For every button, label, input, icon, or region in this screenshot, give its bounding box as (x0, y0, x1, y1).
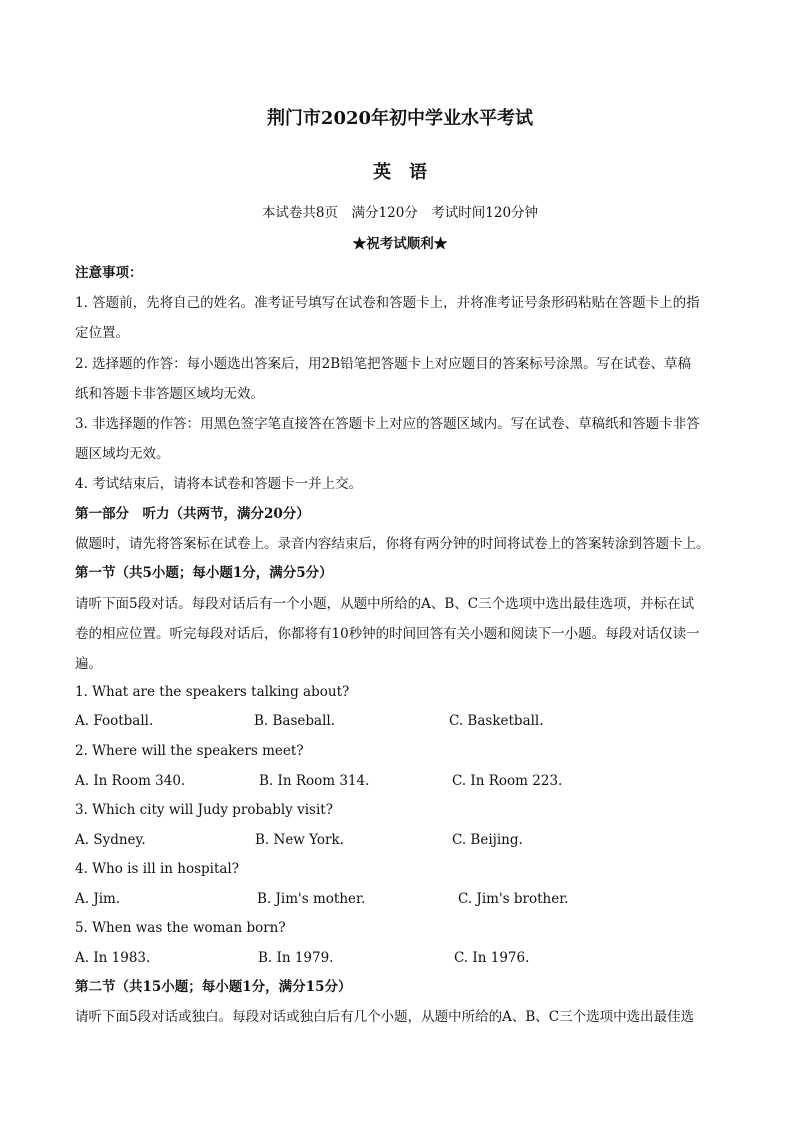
notes-line: 3. 非选择题的作答：用黑色签字笔直接答在答题卡上对应的答题区域内。写在试卷、草稿纸和答题卡非答 (75, 416, 700, 432)
question-4-option-b: B. Jim's mother. (257, 891, 366, 907)
section1-heading: 第一节（共5小题；每小题1分，满分5分） (75, 565, 333, 581)
subject-title: 英 语 (373, 162, 427, 183)
question-5-option-c: C. In 1976. (454, 950, 530, 966)
notes-line: 题区域均无效。 (75, 446, 170, 462)
question-2-option-a: A. In Room 340. (75, 773, 186, 789)
question-2-option-c: C. In Room 223. (452, 773, 563, 789)
question-1-option-b: B. Baseball. (254, 713, 336, 729)
notes-line: 定位置。 (75, 325, 129, 341)
section1-instruction-line: 遍。 (75, 656, 102, 672)
question-2-option-b: B. In Room 314. (259, 773, 370, 789)
part1-heading: 第一部分 听力（共两节，满分20分） (75, 506, 310, 522)
question-3-option-c: C. Beijing. (452, 832, 523, 848)
question-1: 1. What are the speakers talking about? (75, 684, 350, 700)
question-3-option-b: B. New York. (255, 832, 344, 848)
section1-instruction-line: 请听下面5段对话。每段对话后有一个小题，从题中所给的A、B、C三个选项中选出最佳选项，并标在试 (75, 596, 695, 612)
section2-heading: 第二节（共15小题；每小题1分，满分15分） (75, 979, 352, 995)
question-4: 4. Who is ill in hospital? (75, 861, 239, 877)
notes-line: 1. 答题前，先将自己的姓名。准考证号填写在试卷和答题卡上，并将准考证号条形码粘贴在答题卡上的指 (75, 295, 700, 311)
part1-instruction: 做题时，请先将答案标在试卷上。录音内容结束后，你将有两分钟的时间将试卷上的答案转涂到答题卡上。 (75, 536, 710, 552)
question-5-option-a: A. In 1983. (75, 950, 151, 966)
question-5: 5. When was the woman born? (75, 920, 286, 936)
notes-line: 纸和答题卡非答题区域均无效。 (75, 386, 264, 402)
question-3-option-a: A. Sydney. (75, 832, 146, 848)
question-4-option-a: A. Jim. (75, 891, 121, 907)
question-5-option-b: B. In 1979. (258, 950, 334, 966)
section2-instruction: 请听下面5段对话或独白。每段对话或独白后有几个小题，从题中所给的A、B、C三个选项中选出最佳选 (75, 1009, 695, 1025)
question-2: 2. Where will the speakers meet? (75, 743, 304, 759)
blessing-line: ★祝考试顺利★ (352, 236, 448, 252)
question-4-option-c: C. Jim's brother. (458, 891, 569, 907)
question-1-option-c: C. Basketball. (449, 713, 544, 729)
notes-line: 4. 考试结束后，请将本试卷和答题卡一并上交。 (75, 476, 363, 492)
notes-heading: 注意事项： (75, 265, 143, 281)
section1-instruction-line: 卷的相应位置。听完每段对话后，你都将有10秒钟的时间回答有关小题和阅读下一小题。每段对话仅读一 (75, 626, 700, 642)
exam-title: 荆门市2020年初中学业水平考试 (266, 108, 534, 129)
exam-info: 本试卷共8页 满分120分 考试时间120分钟 (261, 205, 539, 221)
notes-line: 2. 选择题的作答：每小题选出答案后，用2B铅笔把答题卡上对应题目的答案标号涂黑。写在试卷、草稿 (75, 356, 692, 372)
question-3: 3. Which city will Judy probably visit? (75, 802, 333, 818)
question-1-option-a: A. Football. (75, 713, 154, 729)
